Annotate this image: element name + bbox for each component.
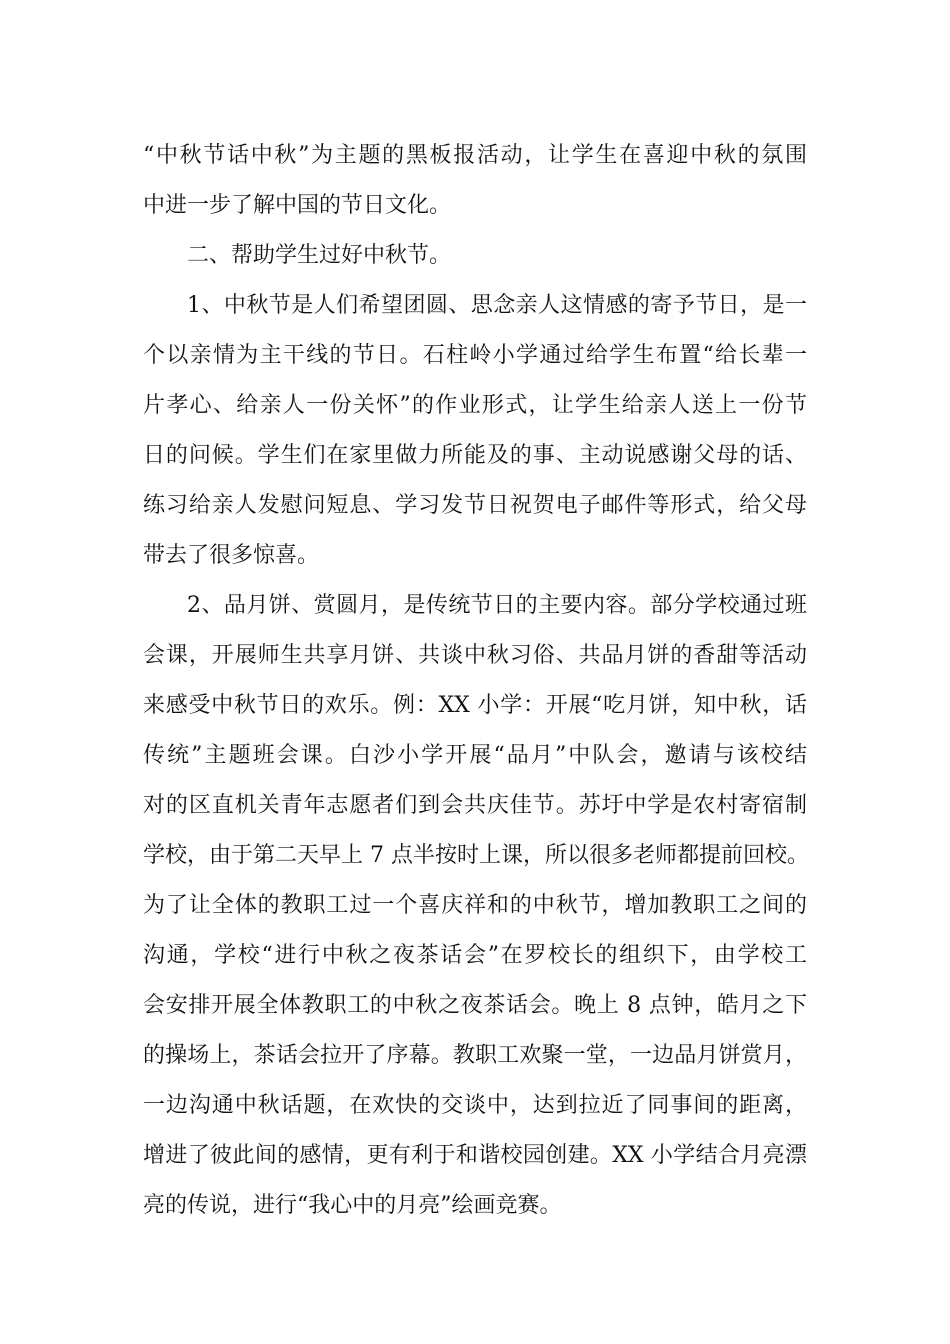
text-line: 沟通，学校“进行中秋之夜茶话会”在罗校长的组织下，由学校工 — [143, 943, 807, 968]
text-line: 亮的传说，进行“我心中的月亮”绘画竞赛。 — [143, 1193, 562, 1218]
text-line: 片孝心、给亲人一份关怀”的作业形式，让学生给亲人送上一份节 — [143, 393, 807, 418]
text-line: 个以亲情为主干线的节日。石柱岭小学通过给学生布置“给长辈一 — [143, 343, 807, 368]
text-line: 来感受中秋节日的欢乐。例：XX 小学：开展“吃月饼，知中秋，话 — [143, 693, 807, 718]
text-line: 传统”主题班会课。白沙小学开展“品月”中队会，邀请与该校结 — [143, 743, 807, 768]
text-line: 会课，开展师生共享月饼、共谈中秋习俗、共品月饼的香甜等活动 — [143, 643, 807, 668]
section-heading: 二、帮助学生过好中秋节。 — [187, 243, 452, 268]
document-body — [143, 131, 807, 1231]
text-line: 对的区直机关青年志愿者们到会共庆佳节。苏圩中学是农村寄宿制 — [143, 793, 807, 818]
text-line: “中秋节话中秋”为主题的黑板报活动，让学生在喜迎中秋的氛围 — [143, 143, 807, 168]
text-line: 2、品月饼、赏圆月，是传统节日的主要内容。部分学校通过班 — [187, 593, 807, 618]
text-line: 1、中秋节是人们希望团圆、思念亲人这情感的寄予节日，是一 — [187, 293, 807, 318]
text-line: 练习给亲人发慰问短息、学习发节日祝贺电子邮件等形式，给父母 — [143, 493, 807, 518]
text-line: 为了让全体的教职工过一个喜庆祥和的中秋节，增加教职工之间的 — [143, 893, 807, 918]
text-line: 会安排开展全体教职工的中秋之夜茶话会。晚上 8 点钟，皓月之下 — [143, 993, 807, 1018]
text-line: 一边沟通中秋话题，在欢快的交谈中，达到拉近了同事间的距离， — [143, 1093, 807, 1118]
text-line: 增进了彼此间的感情，更有利于和谐校园创建。XX 小学结合月亮漂 — [143, 1143, 807, 1168]
text-line: 带去了很多惊喜。 — [143, 543, 320, 568]
text-line: 学校，由于第二天早上 7 点半按时上课，所以很多老师都提前回校。 — [143, 843, 809, 868]
text-line: 日的问候。学生们在家里做力所能及的事、主动说感谢父母的话、 — [143, 443, 807, 468]
text-line: 的操场上，茶话会拉开了序幕。教职工欢聚一堂，一边品月饼赏月， — [143, 1043, 807, 1068]
text-line: 中进一步了解中国的节日文化。 — [143, 193, 452, 218]
